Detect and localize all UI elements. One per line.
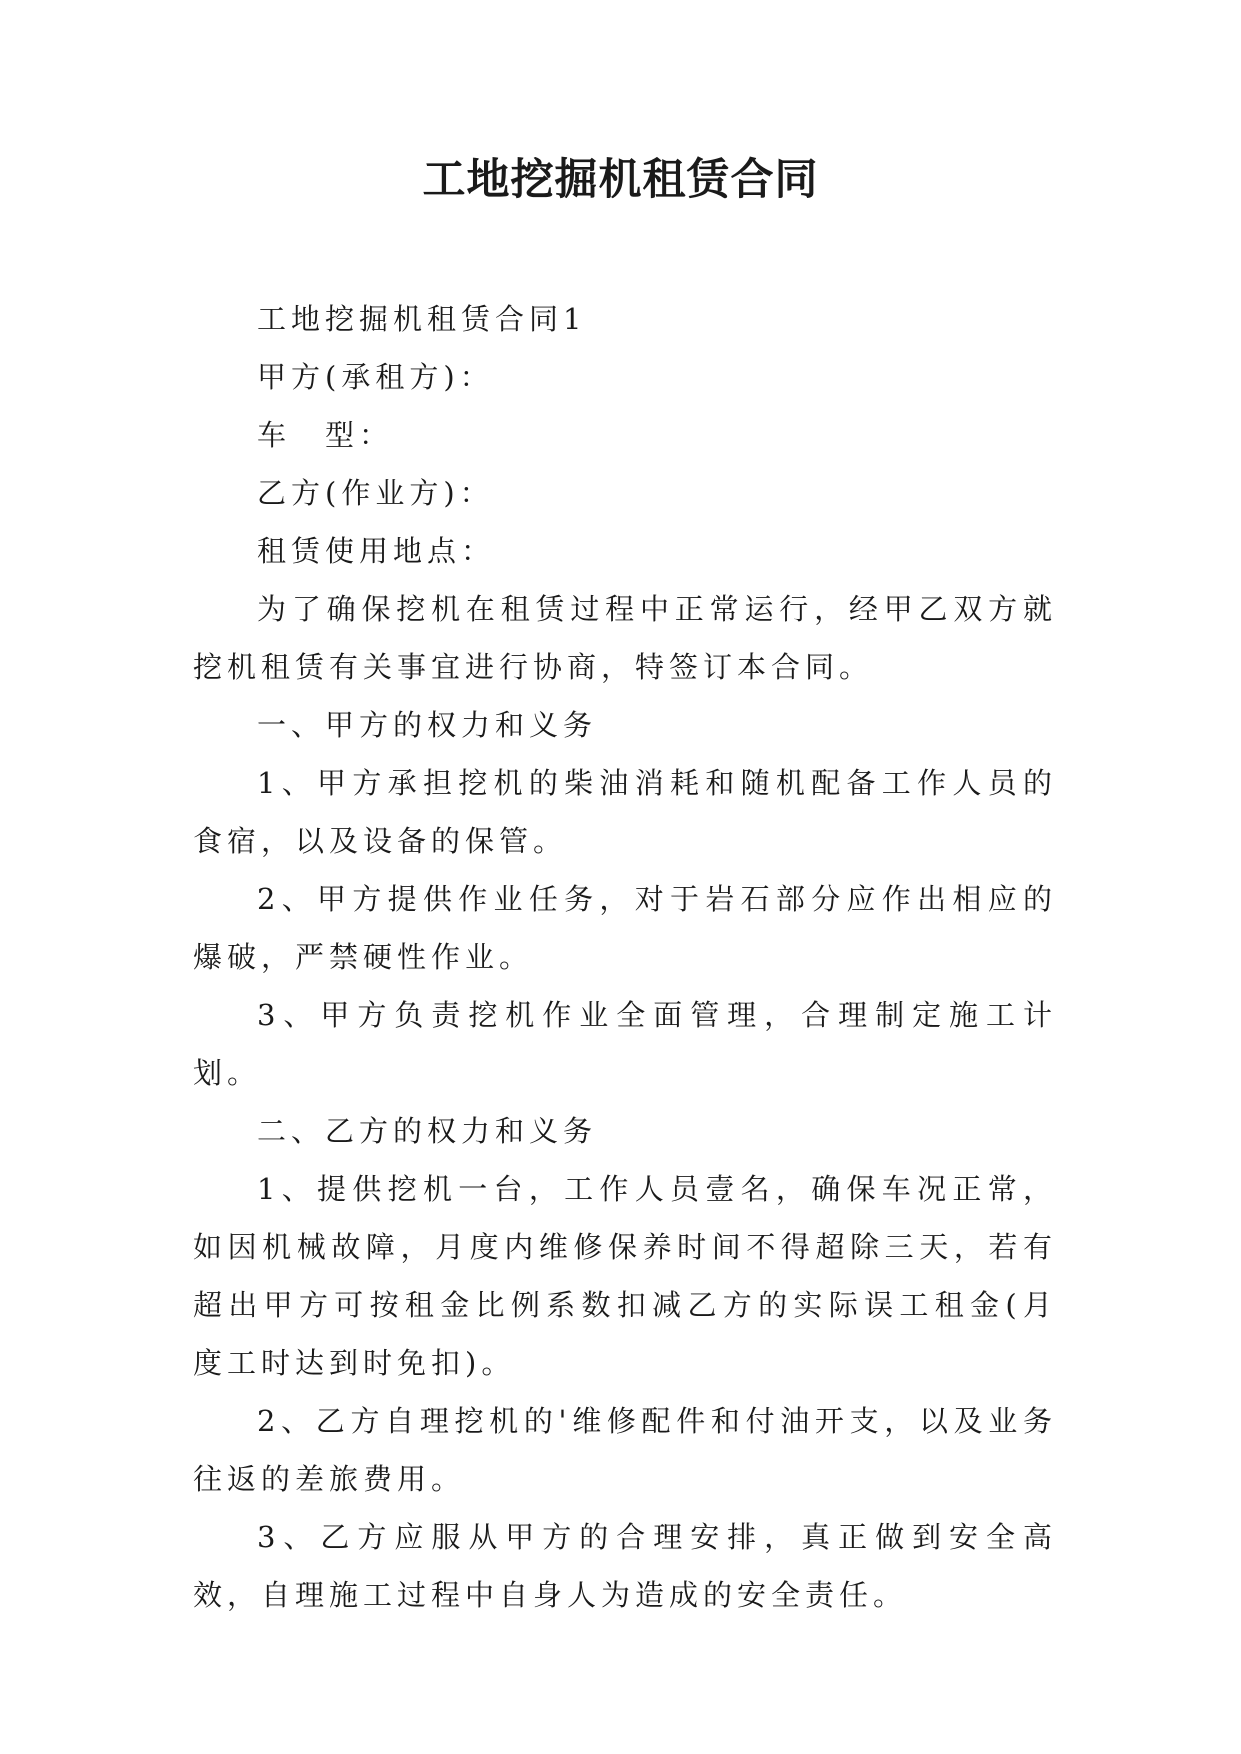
paragraph-location: 租赁使用地点： [257, 534, 496, 568]
clause-a-2: 2、甲方提供作业任务，对于岩石部分应作出相应的爆破，严禁硬性作业。 [193, 882, 1057, 974]
clause-b-2: 2、乙方自理挖机的'维修配件和付油开支，以及业务往返的差旅费用。 [193, 1404, 1057, 1496]
clause-b-1: 1、提供挖机一台，工作人员壹名，确保车况正常，如因机械故障，月度内维修保养时间不得超除三天，若有超出甲方可按租金比例系数扣减乙方的实际误工租金(月度工时达到时免扣)。 [193, 1172, 1057, 1380]
document-body [193, 290, 1057, 1624]
paragraph-preamble: 为了确保挖机在租赁过程中正常运行，经甲乙双方就挖机租赁有关事宜进行协商，特签订本合同。 [193, 592, 1057, 684]
document-title: 工地挖掘机租赁合同 [422, 155, 819, 205]
paragraph-vehicle-model: 车 型： [257, 418, 394, 452]
clause-b-3: 3、乙方应服从甲方的合理安排，真正做到安全高效，自理施工过程中自身人为造成的安全责任。 [193, 1520, 1057, 1612]
paragraph-party-b: 乙方(作业方)： [257, 476, 494, 510]
clause-a-3: 3、甲方负责挖机作业全面管理，合理制定施工计划。 [193, 998, 1057, 1090]
paragraph-party-a: 甲方(承租方)： [257, 360, 494, 394]
paragraph-heading-contract-1: 工地挖掘机租赁合同1 [257, 302, 587, 336]
clause-a-1: 1、甲方承担挖机的柴油消耗和随机配备工作人员的食宿，以及设备的保管。 [193, 766, 1057, 858]
section-heading-party-b: 二、乙方的权力和义务 [257, 1114, 598, 1148]
section-heading-party-a: 一、甲方的权力和义务 [257, 708, 598, 742]
